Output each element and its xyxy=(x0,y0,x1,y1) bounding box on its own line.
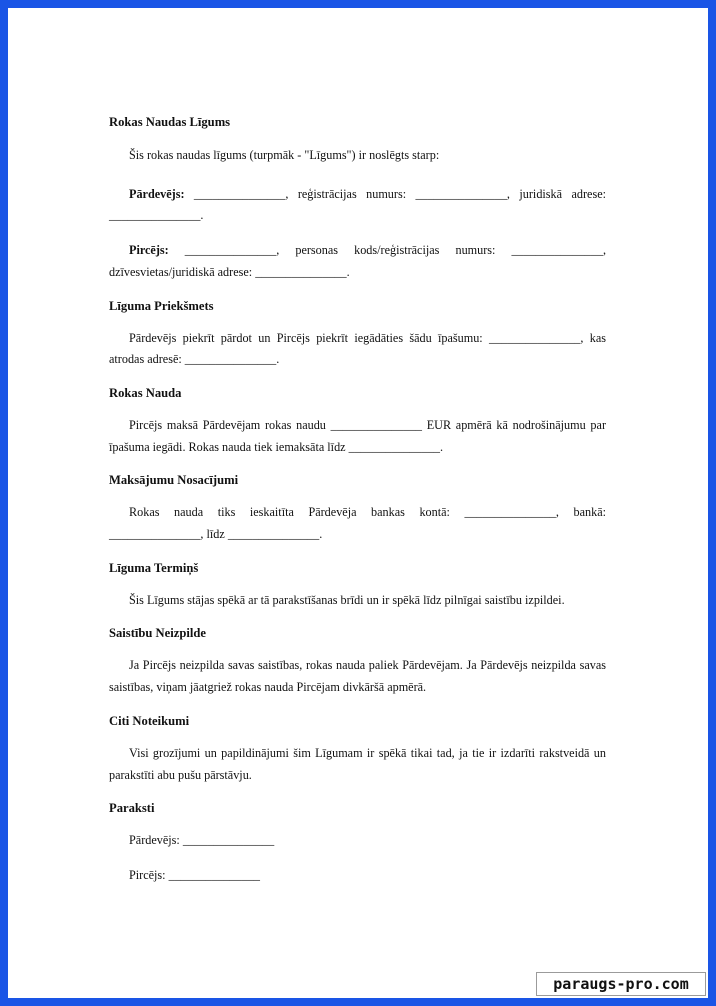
section-paragraph: Rokas nauda tiks ieskaitīta Pārdevēja bankas kontā: _______________, bankā: _______________, līdz _______________. xyxy=(109,505,606,542)
seller-signature-line: Pārdevējs: _______________ xyxy=(129,833,275,848)
buyer-paragraph xyxy=(109,240,606,283)
section-paragraph: Ja Pircējs neizpilda savas saistības, rokas nauda paliek Pārdevējam. Ja Pārdevējs neizpilda savas saistības, viņam jāatgriež rokas nauda Pircējam divkāršā apmērā. xyxy=(109,658,606,695)
section-heading: Saistību Neizpilde xyxy=(109,626,206,641)
document-title: Rokas Naudas Līgums xyxy=(109,115,231,129)
section-heading: Līguma Priekšmets xyxy=(109,298,214,313)
section-heading: Maksājumu Nosacījumi xyxy=(109,473,239,488)
buyer-label: Pircējs: xyxy=(129,243,169,258)
section-heading: Līguma Termiņš xyxy=(109,560,199,575)
buyer-details: _______________, personas kods/reģistrācijas numurs: _______________, dzīvesvietas/juridiskā adrese: _______________. xyxy=(109,243,606,279)
section-paragraph: Pircējs maksā Pārdevējam rokas naudu _______________ EUR apmērā kā nodrošinājumu par īpašuma iegādi. Rokas nauda tiek iemaksāta līdz _______________. xyxy=(109,417,606,454)
section-paragraph: Pārdevējs piekrīt pārdot un Pircējs piekrīt iegādāties šādu īpašumu: _______________, kas atrodas adresē: _______________. xyxy=(109,330,606,367)
seller-details: _______________, reģistrācijas numurs: _______________, juridiskā adrese: _______________. xyxy=(109,186,606,223)
seller-label: Pārdevējs: xyxy=(129,186,185,201)
contract-document xyxy=(109,106,606,887)
watermark-label: paraugs-pro.com xyxy=(536,972,706,996)
buyer-signature-line: Pircējs: _______________ xyxy=(129,867,261,882)
seller-paragraph xyxy=(109,184,606,227)
document-page xyxy=(8,8,708,998)
section-heading: Citi Noteikumi xyxy=(109,713,190,728)
section-paragraph: Visi grozījumi un papildinājumi šim Līgumam ir spēkā tikai tad, ja tie ir izdarīti rakstveidā un parakstīti abu pušu pārstāvju. xyxy=(109,745,606,782)
signatures-heading: Paraksti xyxy=(109,801,155,816)
intro-paragraph: Šis rokas naudas līgums (turpmāk - "Līgums") ir noslēgts starp: xyxy=(129,148,440,162)
section-heading: Rokas Nauda xyxy=(109,385,182,400)
section-paragraph: Šis Līgums stājas spēkā ar tā parakstīšanas brīdi un ir spēkā līdz pilnīgai saistību izpildei. xyxy=(129,592,565,607)
